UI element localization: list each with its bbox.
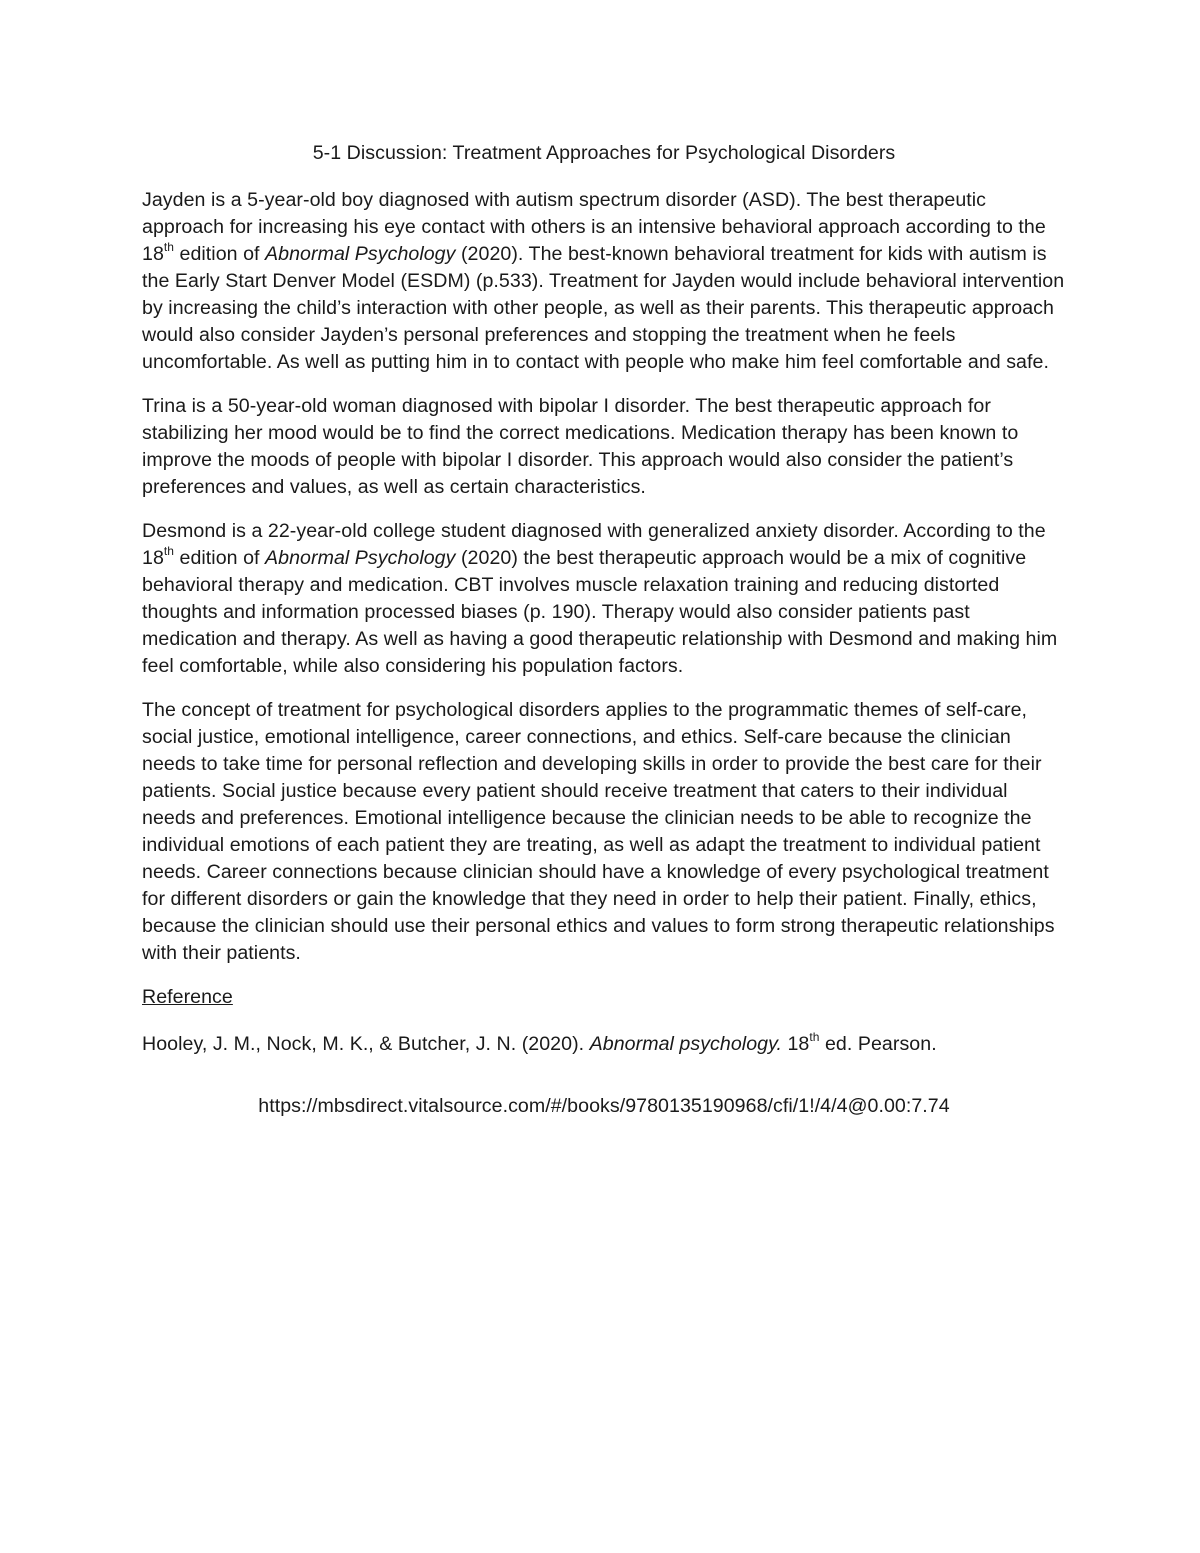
reference-heading: Reference [142, 986, 233, 1008]
paragraph-text: (2020). The best-known behavioral treatment for kids with autism is the Early Start Denver Model (ESDM) (p.533). Treatment for Jayden would include behavioral intervention by increasing the child’s interaction with other people, as well as their parents. This therapeutic approach would also consider Jayden’s personal preferences and stopping the treatment when he feels uncomfortable. As well as putting him in to contact with people who make him feel comfortable and safe. [142, 243, 1065, 373]
paragraph-themes: The concept of treatment for psychological disorders applies to the programmatic themes of self-care, social justice, emotional intelligence, career connections, and ethics. Self-care because the clinician needs to take time for personal reflection and developing skills in order to provide the best care for their patients. Social justice because every patient should receive treatment that caters to their individual needs and preferences. Emotional intelligence because the clinician needs to be able to recognize the individual emotions of each patient they are treating, as well as adapt the treatment to individual patient needs. Career connections because clinician should have a knowledge of every psychological treatment for different disorders or gain the knowledge that they need in order to help their patient. Finally, ethics, because the clinician should use their personal ethics and values to form strong therapeutic relationships with their patients. [142, 699, 1055, 964]
reference-book-title: Abnormal psychology. [589, 1033, 782, 1055]
paragraph-text: (2020) the best therapeutic approach would be a mix of cognitive behavioral therapy and medication. CBT involves muscle relaxation training and reducing distorted thoughts and information processed biases (p. 190). Therapy would also consider patients past medication and therapy. As well as having a good therapeutic relationship with Desmond and making him feel comfortable, while also considering his population factors. [142, 547, 1058, 677]
reference-entry [142, 1031, 1066, 1058]
superscript: th [809, 1030, 820, 1045]
paragraph-desmond [142, 518, 1066, 680]
reference-text: 18 [781, 1033, 810, 1055]
paragraph-trina: Trina is a 50-year-old woman diagnosed with bipolar I disorder. The best therapeutic approach for stabilizing her mood would be to find the correct medications. Medication therapy has been known to improve the moods of people with bipolar I disorder. This approach would also consider the patient’s preferences and values, as well as certain characteristics. [142, 395, 1019, 498]
paragraph-text: edition of [174, 243, 266, 265]
book-title: Abnormal Psychology [265, 547, 456, 569]
superscript: th [163, 240, 175, 255]
document-body [142, 140, 1066, 1120]
page-title: 5-1 Discussion: Treatment Approaches for Psychological Disorders [312, 142, 896, 164]
reference-authors: Hooley, J. M., Nock, M. K., & Butcher, J. N. (2020). [142, 1033, 590, 1055]
reference-text: ed. Pearson. [819, 1033, 937, 1055]
superscript: th [163, 544, 175, 559]
paragraph-text: Jayden is a 5-year-old boy diagnosed with autism spectrum disorder (ASD). The best therapeutic approach for increasing his eye contact with others is an intensive behavioral approach according to the 18 [142, 189, 1046, 265]
book-title: Abnormal Psychology [265, 243, 456, 265]
paragraph-jayden [142, 187, 1066, 376]
paragraph-text: edition of [174, 547, 266, 569]
paragraph-text: Desmond is a 22-year-old college student diagnosed with generalized anxiety disorder. According to the 18 [142, 520, 1046, 569]
reference-url: https://mbsdirect.vitalsource.com/#/books/9780135190968/cfi/1!/4/4@0.00:7.74 [258, 1095, 950, 1117]
